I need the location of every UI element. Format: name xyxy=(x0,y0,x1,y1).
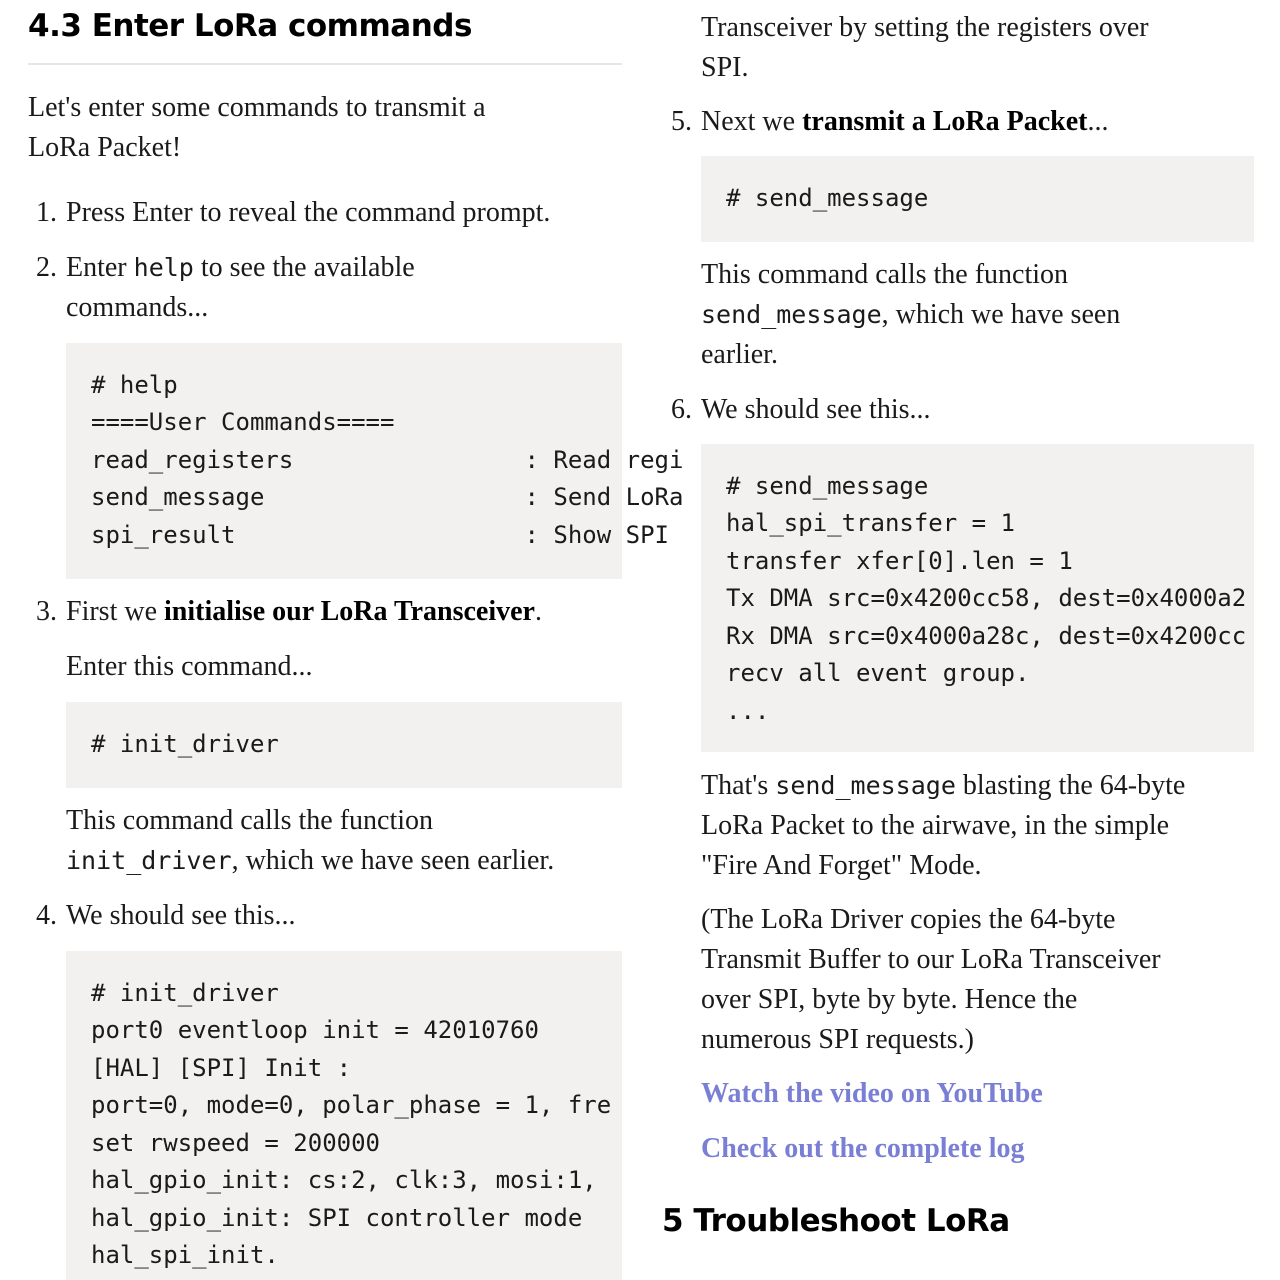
youtube-video-link[interactable]: Watch the video on YouTube xyxy=(701,1078,1043,1109)
send-output-block xyxy=(701,444,1254,752)
step-1-text: Press Enter to reveal the command prompt. xyxy=(66,197,551,228)
step-number: 3. xyxy=(36,596,57,627)
step-2-text xyxy=(66,248,415,288)
note-line: (The LoRa Driver copies the 64-byte xyxy=(701,904,1116,935)
inline-code-send-message: send_message xyxy=(701,300,882,329)
code-line: # help xyxy=(91,371,178,399)
continued-line-2: SPI. xyxy=(701,52,749,83)
step-6-text: We should see this... xyxy=(701,394,931,425)
step-5-desc-line1: This command calls the function xyxy=(701,259,1069,290)
summary-line-2: LoRa Packet to the airwave, in the simple xyxy=(701,810,1170,841)
step-5-bold: transmit a LoRa Packet xyxy=(802,106,1088,137)
send-command-block xyxy=(701,156,1254,242)
step-5-desc-line3: earlier. xyxy=(701,339,778,370)
step-2-line2: commands... xyxy=(66,292,209,323)
code-line: [HAL] [SPI] Init : xyxy=(91,1054,352,1082)
code-line: ... xyxy=(726,697,770,725)
summary-pre: That's xyxy=(701,770,776,801)
step-3-sub: Enter this command... xyxy=(66,651,313,682)
step-4-text: We should see this... xyxy=(66,900,296,931)
step-3-bold: initialise our LoRa Transceiver xyxy=(164,596,535,627)
summary-post: blasting the 64-byte xyxy=(955,770,1186,801)
code-line: spi_result : Show SPI xyxy=(91,521,684,549)
code-line: set rwspeed = 200000 xyxy=(91,1129,380,1157)
code-line: hal_spi_transfer = 1 xyxy=(726,509,1015,537)
code-line: recv all event group. xyxy=(726,659,1030,687)
continued-line-1: Transceiver by setting the registers over xyxy=(701,12,1149,43)
step-3-desc-rest: , which we have seen earlier. xyxy=(231,845,555,876)
code-line: # init_driver xyxy=(91,730,279,758)
section-heading-4-3: 4.3 Enter LoRa commands xyxy=(28,8,472,44)
section-heading-5: 5 Troubleshoot LoRa xyxy=(662,1203,1010,1239)
step-5-desc-rest: , which we have seen xyxy=(881,299,1121,330)
step-2-pre: Enter xyxy=(66,252,134,283)
step-3-desc-line2 xyxy=(66,841,554,881)
inline-code-init-driver: init_driver xyxy=(66,846,232,875)
summary-line-1 xyxy=(701,766,1185,806)
step-number: 4. xyxy=(36,900,57,931)
complete-log-link[interactable]: Check out the complete log xyxy=(701,1133,1025,1164)
code-line: send_message : Send LoRa xyxy=(91,483,684,511)
code-line: transfer xfer[0].len = 1 xyxy=(726,547,1073,575)
step-number: 5. xyxy=(671,106,692,137)
note-line: numerous SPI requests.) xyxy=(701,1024,974,1055)
summary-line-3: "Fire And Forget" Mode. xyxy=(701,850,982,881)
code-line: Tx DMA src=0x4200cc58, dest=0x4000a2 xyxy=(726,584,1247,612)
code-line: read_registers : Read regi xyxy=(91,446,684,474)
code-line: hal_gpio_init: SPI controller mode xyxy=(91,1204,583,1232)
init-command-block xyxy=(66,702,622,788)
step-number: 2. xyxy=(36,252,57,283)
help-code-block xyxy=(66,343,684,579)
code-line: Rx DMA src=0x4000a28c, dest=0x4200cc xyxy=(726,622,1247,650)
note-line: over SPI, byte by byte. Hence the xyxy=(701,984,1078,1015)
code-line: hal_gpio_init: cs:2, clk:3, mosi:1, xyxy=(91,1166,597,1194)
step-3-desc-line1: This command calls the function xyxy=(66,805,434,836)
step-number: 1. xyxy=(36,197,57,228)
step-3-pre: First we xyxy=(66,596,164,627)
code-line: ====User Commands==== xyxy=(91,408,395,436)
note-line: Transmit Buffer to our LoRa Transceiver xyxy=(701,944,1161,975)
step-5-pre: Next we xyxy=(701,106,803,137)
step-5-desc-line2 xyxy=(701,295,1120,335)
code-line: # init_driver xyxy=(91,979,279,1007)
step-3-text xyxy=(66,592,542,632)
code-line: port0 eventloop init = 42010760 xyxy=(91,1016,539,1044)
intro-line-1: Let's enter some commands to transmit a xyxy=(28,92,486,123)
code-line: # send_message xyxy=(726,472,929,500)
step-number: 6. xyxy=(671,394,692,425)
step-2-post: to see the available xyxy=(193,252,415,283)
inline-code-send-message: send_message xyxy=(775,771,956,800)
code-line: port=0, mode=0, polar_phase = 1, fre xyxy=(91,1091,612,1119)
code-line: hal_spi_init. xyxy=(91,1241,279,1269)
step-5-post: ... xyxy=(1087,106,1109,137)
step-3-post: . xyxy=(535,596,542,627)
intro-line-2: LoRa Packet! xyxy=(28,132,182,163)
code-line: # send_message xyxy=(726,184,929,212)
init-output-block xyxy=(66,951,622,1280)
step-5-text xyxy=(701,102,1108,142)
heading-rule xyxy=(28,63,622,65)
inline-code-help: help xyxy=(133,253,194,282)
